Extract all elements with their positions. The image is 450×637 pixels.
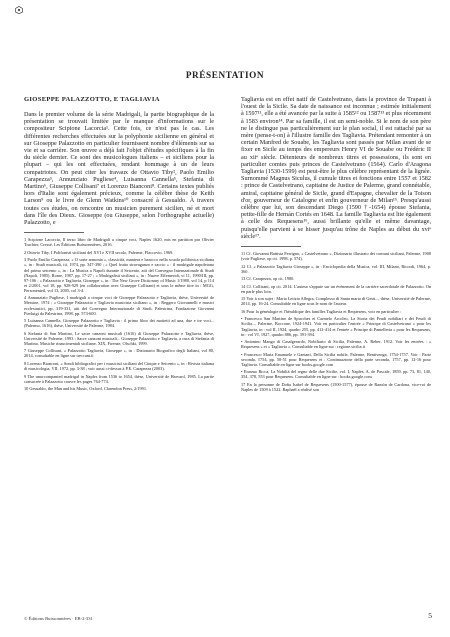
- section-heading: GIOSEPPE PALAZZOTTO, E TAGLIAVIA: [24, 96, 160, 103]
- footnote: 2 Ottavio Tiby, I Polifonisti siciliani del XVI e XVII secolo, Palerme, Flaccovio, 1969.: [24, 249, 174, 255]
- footnote: 9 The unaccompanied madrigal in Naples from 1536 to 1654, thèse, Université de Harvard, 1985. La partie consacrée à Palazzotto couvre les pages 764-774.: [24, 373, 214, 384]
- footnote: • Francesco San Martino de Spucches et Carmelo Arcoleo, La Storia dei Feudi nobiliari e dei Feudi di Sicilia..., Palerme, Boccone, 1924-1941. Voir en particulier l'entrée « Principe di Castelvetrano » pour les Tagliavia, in : vol II, 1924, quadro 255, pp. 412-414 et l'entrée « Principe di Pantelleria » pour les Requesens, in : vol VI, 1927, quadro 886, pp. 391-394.: [241, 316, 431, 337]
- footnote: 6 Stefania di San Martino, Le sacre canzoni musicali (1616) di Gioseppe Palazzotto e Tagliavia, thèse, Université de Palerme, 1993 ; Sacre canzoni musicali... Gioseppe Palazzotto e Tagliavia, a cura di Stefania di Martino, Musiche rinascimentali siciliane, XIX, Firenze, Olschki, 1999.: [24, 330, 214, 346]
- footnote: 16 Pour la généalogie et l'héraldique des familles Tagliavia et Requesens, voir en particulier :: [241, 308, 402, 314]
- hexagon-logo-icon: [15, 6, 23, 14]
- page-number: 5: [428, 611, 432, 620]
- footnote: 14 Cf. Collisani, op cit. 2014. L'auteur s'appuie sur un événement de la carrière sacerdotale de Palazzotto. On en parle plus loin.: [241, 283, 431, 294]
- footnote: 8 Lorenzo Bianconi, « Sondi bibliografici per i musicisti siciliani del Cinque e Seicento », in : Rivista italiana di musicologia, VII, 1972, pp. 3-38 ; voir aussi ci-dessus à P.E. Carapezza (2003).: [24, 360, 214, 372]
- footnote: 7 Giuseppe Collisani, « Palazzotto Tagliavia, Gioseppe », in : Dizionario Biografico degli Italiani, vol 80, 2014, consultable en ligne sur treccani.it: [24, 348, 214, 359]
- footnote: 13 Cf. Carapezza, op cit. 1980.: [241, 276, 295, 282]
- left-body-text: Dans le premier volume de la série Madrigali, la partie biographique de la présentation se trouvait limitée par le manque d'informations sur le compositeur Scipione Lacorcia¹. Cette fois, ce n'est pas le cas. Les différentes recherches effectuées sur la polyphonie sicilienne en général et sur Gioseppe Palazzotto en particulier fournissent nombre d'éléments sur sa vie et sa carrière. Son œuvre a déjà fait l'objet d'études spécifiques à la fin du siècle dernier. Ce sont des musicologues italiens – et siciliens pour la plupart – qui les ont effectuées, rendant hommage à un de leurs compatriotes. On peut citer les travaux de Ottavio Tiby², Paolo Emilio Carapezza³, Annunziato Pugliese⁴, Luisanna Cannella⁵, Stefania di Martino⁶, Giuseppe Collisani⁷ et Lorenzo Bianconi⁸. Certains textes publiés hors d'Italie sont également précieux, comme la célèbre thèse de Keith Larson⁹ ou le livre de Glenn Watkins¹⁰ consacré à Gesualdo. À travers toutes ces études, on rencontre un musicien purement sicilien, né et mort dans l'île des Dieux. Gioseppe (ou Giuseppe, selon l'orthographe actuelle) Palazzotto, e: [24, 111, 214, 227]
- footnote: • Francesco Maria Emanuele e Gaetani, Della Sicilia nobile, Palerme, Bentivenga, 1754-1757. Voir : Parte seconda, 1754, pp. 50-51 pour Requesens et : Continuazione della parte seconda, 1757, pp. 12-16 pour Tagliavia. Consultable en ligne sur books.google.com: [241, 351, 431, 367]
- page-title: PRÉSENTATION: [185, 70, 265, 80]
- footnote: 3 Paolo Emilio Carapezza, « O sorte armonia », classicità, maniera e barocco nella scuola polifonica siciliana », in : Studi musicali, iii, 1974, pp. 347-390 ; « Quel frutto stravaganzo e saccio » : il madrigale napoletano del primo seicento », in : La Musica a Napoli durante il Seicento, atti del Convegno Internazionale di Studi (Napoli, 1985), Rome, 1987, pp. 17-27 ; « Madrigalisti siciliani », in : Nuove Effemeridi, vi 11, 1990/III, pp. 97-106 ; « Palazzotto e Tagliavia, Gioseppe », in : The New Grove Dictionary of Music 1/1980, vol 14, p 114 et 2/2001, vol 18, pp. 928-929 (en collaboration avec Giuseppe Collisani) et sous le même titre in : MGG, Personenteil, vol 13, 2005, col 3-4.: [24, 257, 214, 293]
- footnote: • Antonino Mango di Casalgerardo, Nobiliario di Sicilia, Palerme, A. Reber, 1912. Voir les entrées : « Requesens » et « Tagliavia ». Consultable en ligne sur : regione.sicilia.it: [241, 339, 431, 350]
- footnote: 5 Luisanna Cannella, Gioseppe Palazzotto e Tagliavia : il primo libro dei mottetti ad una, due e tre voci... (Palermo, 1616), thèse, Université de Palerme, 1984.: [24, 318, 214, 329]
- right-footnotes: [241, 251, 431, 392]
- footnote-divider: [24, 232, 84, 233]
- footnote: • Erasmo Ricca, La Nobiltà del regno delle due Sicilie, vol. I, Naples, A. de Pascale, 1859, pp. 73, 81, 140, 354, 378, 553 pour Requesens. Consultable en ligne sur : books.google.com: [241, 369, 431, 380]
- footnote: 12 Cf. « Palazzotto Tagliavia Gioseppe », in : Enciclopedia della Musica, vol. III, Milano, Ricordi, 1964, p. 360.: [241, 263, 431, 274]
- right-body-text: Tagliavia est en effet natif de Castelvetrano, dans la province de Trapani à l'ouest de la Sicile. Sa date de naissance est inconnue ; estimée initialement à 1597¹¹, elle a été avancée par la suite à 1585¹² ou 1587¹³ et plus récemment à 1583 environ¹⁴. Par sa famille, il est un semi-noble. Si le nom de son père ne le distingue pas particulièrement sur le plan social, il est rattaché par sa mère (pense-t-on) à l'illustre famille des Tagliavia. Prétendant remonter à un certain Manfred de Souabe, les Tagliavia sont passés par Milan avant de se fixer en Sicile au temps des empereurs Henry VI de Souabe ou Frédéric II au xiiᵉ siècle. Détenteurs de nombreux titres et possessions, ils sont en particulier comtes puis princes de Castelvetrano (1564). Carlo d'Aragona Tagliavia (1530-1599) est peut-être le plus célèbre représentant de la lignée. Surnommé Magnus Siculus, il cumule titres et fonctions entre 1557 et 1582 : prince de Castelvetrano, capitaine de Justice de Palerme, grand connétable, amiral, capitaine général de Sicile, grand d'Espagne, chevalier de la Toison d'or, gouverneur de Catalogne et enfin gouverneur de Milan¹⁵. Presqu'aussi célèbre que lui, son descendant Diego (1590 †-1654) épouse Stefania, petite-fille de Hernán Cortés en 1648. La famille Tagliavia est lite également à celle des Requesens¹⁶, aussi brillante qu'elle et même davantage, puisqu'elle parvient à se hisser jusqu'au trône de Naples au début du xviᵉ siècle¹⁷.: [241, 96, 431, 240]
- right-column: [241, 96, 431, 395]
- footnote: 17 En la personne de Doña Isabel de Requesens (1500-1577), épouse de Ramón de Cardona, vice-roi de Naples de 1509 à 1522. Raphaël a réalisé son: [241, 381, 431, 393]
- publisher-credit: © Éditions Buissonnières · EB-2-331: [24, 616, 93, 621]
- footnote: 1 Scipione Lacorcia, Il terzo libro de Madrigali a cinque voci, Naples 1620, mis en partition par Olivier Trachier, Cressé, Les Éditions Buissonnières, 2016.: [24, 237, 214, 248]
- footnote-divider: [241, 246, 301, 247]
- footnote: 4 Annunziato Pugliese, I madrigali a cinque voci de Gioseppe Palazzotto e Tagliavia, thèse, Université de Messine, 1974 ; « Gioseppe Palazzotto e Tagliavia musicista siciliano », in : Reggero Giovannelli e musici ecclesiastici, pp. 319-331, atti del Convegno Internazionale di Studi, Palestrina, Fondazione Giovanni Pierluigi da Palestrina, 1998, pp. 573-600.: [24, 295, 214, 316]
- footnote: 10 Gesualdo, the Man and his Music, Oxford, Clarendon Press, 2/1991.: [24, 386, 148, 392]
- footnote: 11 Cf. Giovanni Battista Ferrigno, « Castelvetrano », Dizionario illustrato dei comuni siciliani, Palerme, 1908 (voir Pugliese, op cit. 1998, p. 574).: [241, 251, 431, 262]
- left-footnotes: [24, 237, 214, 391]
- footnote: 15 Voir à son sujet : Maria Letizia Allegra, Complesso di Santa maria di Gesù..., thèse, Université de Palerme, 2014, pp. 16-24. Consultable en ligne sous le nom de l'auteur.: [241, 296, 431, 307]
- left-column: [24, 96, 214, 394]
